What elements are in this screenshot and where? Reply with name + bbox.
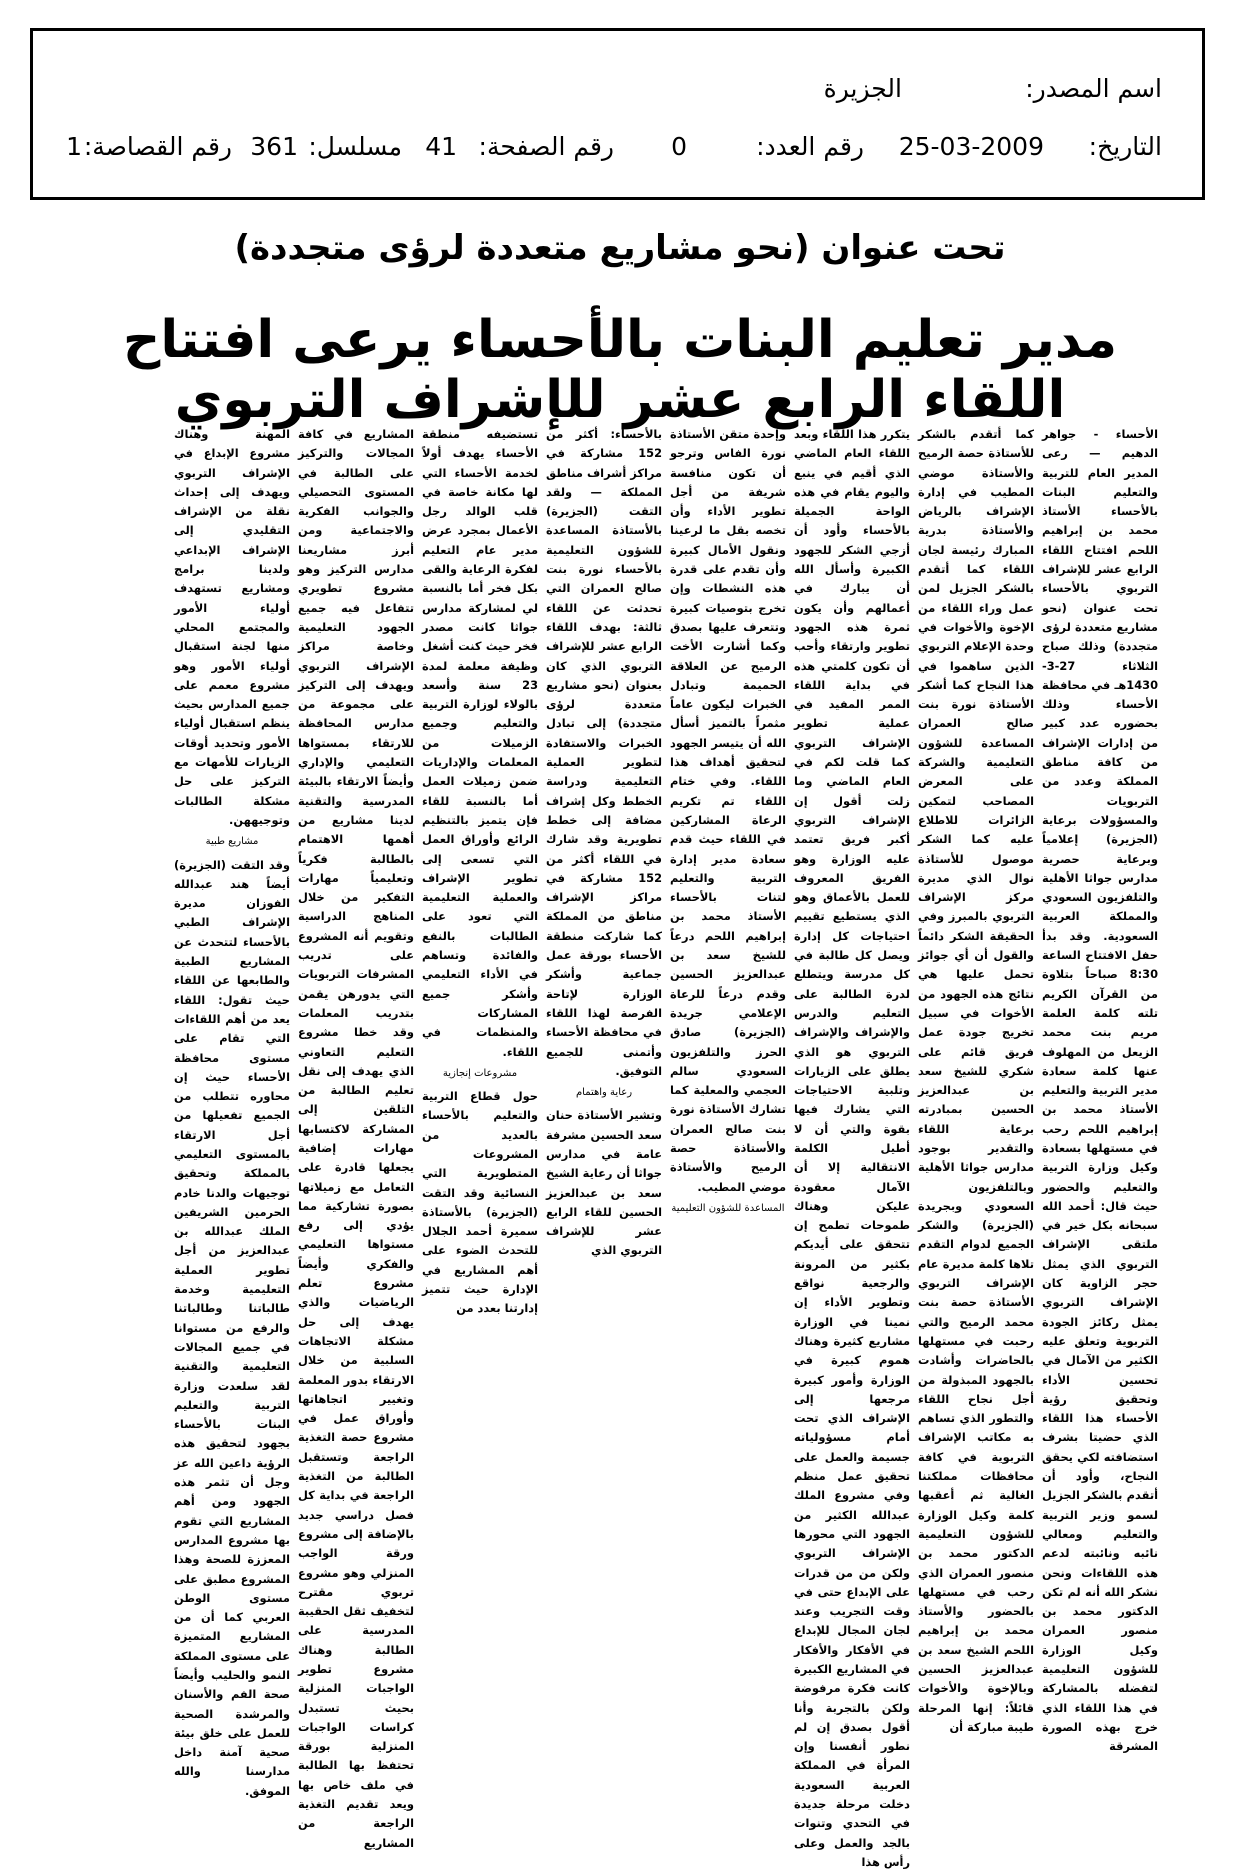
article-overline: تحت عنوان (نحو مشاريع متعددة لرؤى متجددة) xyxy=(234,228,1006,268)
page-value: 41 xyxy=(425,132,457,161)
issue-label: رقم العدد: xyxy=(756,132,864,161)
column-subheading: مشروعات إنجازية xyxy=(442,1067,518,1079)
clip-value: 1 xyxy=(66,132,82,161)
serial-label: مسلسل: xyxy=(308,132,402,161)
column-text: المشاريع في كافة المجالات والتركيز على الطالبة في المستوى التحصيلي والجوانب الفكرية والاجتماعية ومن أبرز مشاريعنا مدارس التركيز وهو مشروع تطويري تتفاعل فيه جميع الجهود التعليمية وخاصة مراكز الإشراف التربوي ويهدف إلى التركيز على مجموعة من مدارس المحافظة للارتقاء بمستواها التعليمي والإداري وأيضاً الارتقاء بالبيئة المدرسية والتقنية لدينا مشاريع من أهمها الاهتمام بالطالبة فكرياً وتعليمياً مهارات التفكير من خلال المناهج الدراسية وتقويم أنه المشروع على تدريب المشرفات التربويات التي يدورهن يقمن بتدريب المعلمات وقد خطا مشروع التعليم التعاوني الذي يهدف إلى نقل تعليم الطالبة من التلقين إلى المشاركة لاكتسابها مهارات إضافية يجعلها قادرة على التعامل مع زميلاتها بصورة تشاركية مما يؤدي إلى رفع مستواها التعليمي والفكري وأيضاً مشروع تعلم الرياضيات والذي يهدف إلى حل مشكلة الاتجاهات السلبية من خلال الارتقاء بدور المعلمة وتغيير اتجاهاتها وأوراق عمل في مشروع حصة التغذية الراجعة وتستقبل الطالبة من التغذية الراجعة في بداية كل فصل دراسي جديد بالإضافة إلى مشروع ورقة الواجب المنزلي وهو مشروع تربوي مقترح لتخفيف ثقل الحقيبة المدرسية على الطالبة وهناك مشروع تطوير الواجبات المنزلية بحيث تستبدل كراسات الواجبات المنزلية بورقة تحتفظ بها الطالبة في ملف خاص بها ويعد تقديم التغذية الراجعة من المشاريع xyxy=(298,427,414,1850)
column-text: كما أتقدم بالشكر للأستاذة حصة الرميح والأستاذة موضي المطيب في إدارة الإشراف بالرياض والأستاذة بدرية المبارك رئيسة لجان اللقاء كما أتقدم بالشكر الجزيل لمن عمل وراء اللقاء من الإخوة والأخوات في وحدة الإعلام التربوي الذين ساهموا في هذا النجاح كما أشكر الأستاذة نورة بنت صالح العمران المساعدة للشؤون التعليمية والشركة على المعرض المصاحب لتمكين الزائرات للاطلاع عليه كما الشكر موصول للأستاذة نوال الذي مديرة مركز الإشراف التربوي بالمبرز وفي الحقيقة الشكر دائماً والقول أن أي جوائز تحمل عليها هي نتائج هذه الجهود من الأخوات في سبيل تخريج جودة عمل فريق قائم على شكري للشيخ سعد بن عبدالعزيز الحسين بمبادرته برعاية اللقاء والتقدير بوجود مدارس جواثا الأهلية وبالتلفزيون السعودي وبجريدة (الجزيرة) والشكر الجميع لدوام التقدم تلاها كلمة مديرة عام الإشراف التربوي الأستاذة حصة بنت محمد الرميح والتي رحبت في مستهلها بالحاضرات وأشادت بالجهود المبذولة من أجل نجاح اللقاء والتطور الذي تساهم به مكاتب الإشراف التربوية في كافة محافظات مملكتنا الغالية ثم أعقبها كلمة وكيل الوزارة للشؤون التعليمية الدكتور محمد بن منصور العمران الذي رحب في مستهلها بالحضور والأستاذ محمد بن إبراهيم اللحم الشيخ سعد بن عبدالعزيز الحسين وبالإخوة والأخوات قائلاً: إنها المرحلة طيبة مباركة أن xyxy=(918,427,1034,1734)
article-headline: مدير تعليم البنات بالأحساء يرعى افتتاح اللقاء الرابع عشر للإشراف التربوي xyxy=(122,310,1118,430)
article-column-4 xyxy=(670,425,786,1214)
issue-value: 0 xyxy=(671,132,687,161)
column-subheading: مشاريع طبية xyxy=(205,836,259,848)
date-value: 25-03-2009 xyxy=(898,132,1044,161)
metadata-row-source xyxy=(73,69,1162,109)
article-body xyxy=(78,425,1158,1869)
column-text: حول قطاع التربية والتعليم بالأحساء بالعديد من المشروعات المتطويرية التي النسائية وقد التقت (الجزيرة) بالأستاذة سميرة أحمد الجلال للتحدث الضوء على أهم المشاريع في الإدارة حيث تتميز إدارتنا بعدد من xyxy=(422,1089,538,1316)
article-column-5 xyxy=(546,425,662,1258)
article-column-7 xyxy=(298,425,414,1850)
clip-label: رقم القصاصة: xyxy=(83,132,232,161)
article-column-1 xyxy=(1042,425,1158,1754)
article-column-8 xyxy=(174,425,290,1798)
column-text: الأحساء - جواهر الدهيم — رعى المدير العام للتربية والتعليم البنات بالأحساء الأستاذ محمد بن إبراهيم اللحم افتتاح اللقاء الرابع عشر للإشراف التربوي بالأحساء تحت عنوان (نحو مشاريع متعددة لرؤى متجددة) وذلك صباح الثلاثاء 27-3-1430هـ في محافظة الأحساء وذلك بحضوره عدد كبير من إدارات الإشراف من كافة مناطق المملكة وعدد من التربويات والمسؤولات برعاية (الجزيرة) إعلامياً وبرعاية حصرية مدارس جواثا الأهلية والتلفزيون السعودي والمملكة العربية السعودية. وقد بدأ حفل الافتتاح الساعة 8:30 صباحاً بتلاوة من القرآن الكريم تلته كلمة العلمة مريم بنت محمد الزيعل من المهلوف عنها كلمة سعادة مدير التربية والتعليم الأستاذ محمد بن إبراهيم اللحم رحب في مستهلها بسعادة وكيل وزارة التربية والتعليم والحضور حيث قال: أحمد الله سبحانه بكل خير في ملتقى الإشراف التربوي الذي يمثل حجر الزاوية كان الإشراف التربوي يمثل ركائز الجودة التربوية وتعلق عليه الكثير من الآمال في تحسين الأداء وتحقيق رؤية الأحساء هذا اللقاء الذي حضيتا بشرف استضافته لكي يحقق النجاح، وأود أن أتقدم بالشكر الجزيل لسمو وزير التربية والتعليم ومعالي نائبه ونائبته لدعم هذه اللقاءات ونحن نشكر الله أنه لم تكن الدكتور محمد بن منصور العمران وكيل الوزارة للشؤون التعليمية لتفضله بالمشاركة في هذا اللقاء الذي خرج بهذه الصورة المشرقة xyxy=(1042,427,1158,1754)
source-label: اسم المصدر: xyxy=(1025,74,1162,103)
column-text: وإحدة متقن الأستاذة نورة الفاس وترجو أن تكون منافسة شريفة من أجل تطوير الأداء وأن تخصه بقل ما لرعينا ونقول الأمال كبيرة وأن تقدم على قدرة هذه النشطات وإن تخرج بتوصيات كبيرة وتتعرف عليها بصدق وكما أشارت الأخت الرميح عن العلاقة الحميمة وتبادل الخبرات ليكون عاماً مثمراً بالتميز أسأل الله أن يتيسر الجهود لتحقيق أهداف هذا اللقاء. وفي ختام اللقاء تم تكريم الرعاة المشاركين في اللقاء حيث قدم سعادة مدير إدارة التربية والتعليم لتنات بالأحساء الأستاذ محمد بن إبراهيم اللحم درعاً للشيخ سعد بن عبدالعزيز الحسين وقدم درعاً للرعاة الإعلامي جريدة (الجزيرة) صادق الحرز والتلفزيون السعودي سالم العجمي والمعلية كما تشارك الأستاذة نورة بنت صالح العمران والأستاذة حصة الرميح والأستاذة موضي المطيب. xyxy=(670,427,786,1194)
page-label: رقم الصفحة: xyxy=(478,132,614,161)
column-signature: المساعدة للشؤون التعليمية xyxy=(671,1202,785,1214)
serial-value: 361 xyxy=(250,132,298,161)
clipping-metadata-box xyxy=(30,28,1205,200)
metadata-row-details xyxy=(66,127,1162,167)
column-subheading: رعاية واهتمام xyxy=(575,1087,633,1099)
column-text: وتشير الأستاذة حنان سعد الحسين مشرفة عامة في مدارس جواثا أن رعاية الشيخ سعد بن عبدالعزيز الحسين للقاء الرابع عشر للإشراف التربوي الذي xyxy=(546,1108,662,1258)
article-column-3 xyxy=(794,425,910,1869)
column-text: بالأحساء: أكثر من 152 مشاركة في مراكز أشراف مناطق المملكة — ولقد التقت (الجزيرة) بالأستاذة المساعدة للشؤون التعليمية بالأحساء نورة بنت صالح العمران التي تحدثت عن اللقاء ثالثة: بهدف اللقاء الرابع عشر للإشراف التربوي الذي كان بعنوان (نحو مشاريع متعددة لرؤى متجددة) إلى تبادل الخبرات والاستفادة لتطوير العملية التعليمية ودراسة الخطط وكل إشراف مضافة إلى خطط تطويرية وقد شارك في اللقاء أكثر من 152 مشاركة في مراكز الإشراف مناطق من المملكة كما شاركت منطقة الأحساء بورقة عمل جماعية وأشكر الوزارة لإتاحة الفرصة لهذا اللقاء في محافظة الأحساء وأتمنى للجميع التوفيق. xyxy=(546,427,662,1078)
column-text: المهنة وهناك مشروع الإبداع في الإشراف التربوي ويهدف إلى إحداث نقلة من الإشراف التقليدي إلى الإشراف الإبداعي ولدينا برامج ومشاريع تستهدف أولياء الأمور والمجتمع المحلي منها لجنة استقبال أولياء الأمور وهو مشروع معمم على جميع المدارس بحيث ينظم استقبال أولياء الأمور وتحديد أوقات الزيارات للأمهات مع التركيز على حل مشكلة الطالبات وتوجيههن. xyxy=(174,427,290,827)
source-value: الجزيرة xyxy=(823,74,902,103)
article-column-6 xyxy=(422,425,538,1316)
column-text: تستضيفه منطقة الأحساء يهدف أولاً لخدمة الأحساء التي لها مكانة خاصة في قلب الوالد رجل الأعمال بمجرد عرض مدير عام التعليم لفكرة الرعاية والقى بكل فخر أما بالنسبة لي لمشاركة مدارس جواثا كانت مصدر فخر حيث كنت أشغل وظيفة معلمة لمدة 23 سنة وأسعد بالولاء لوزارة التربية والتعليم وجميع الزميلات من المعلمات والإداريات ضمن زميلات العمل أما بالنسبة للقاء فإن يتميز بالتنظيم الرائع وأوراق العمل التي تسعى إلى تطوير الإشراف والعملية التعليمية التي تعود على الطالبات بالنفع والفائدة وتساهم في الأداء التعليمي وأشكر جميع المشاركات والمنظمات في اللقاء. xyxy=(422,427,538,1059)
article-column-2 xyxy=(918,425,1034,1734)
column-text: يتكرر هذا اللقاء وبعد اللقاء العام الماضي الذي أقيم في ينبع واليوم يقام في هذه الواحة الجميلة بالأحساء وأود أن أزجي الشكر للجهود الكبيرة وأسأل الله أن يبارك في أعمالهم وأن يكون ثمرة هذه الجهود تطوير وارتقاء وأحب أن تكون كلمتي هذه في بداية اللقاء الممر المفيد في عملية تطوير الإشراف التربوي كما قلت لكم في العام الماضي وما زلت أقول إن الإشراف التربوي أكبر فريق تعتمد عليه الوزارة وهو الفريق المعروف للعمل بالأعماق وهو الذي يستطيع تقييم احتياجات كل إدارة ويصل كل طالبة في كل مدرسة ويتطلع لدرة الطالبة على التعليم والدرس والإشراف والإشراف التربوي هو الذي يطلق على الزيارات وتلبية الاحتياجات التي يشارك فيها بقوة والتي أن لا أطيل الكلمة الانتقالية إلا أن الآمال معقودة عليكن وهناك طموحات تطمح إن تتحقق على أيديكم بكثير من المرونة والرجعية نواقع وتطوير الأداء إن نمينا في الوزارة مشاريع كثيرة وهناك هموم كبيرة في الوزارة وأمور كبيرة مرجعها إلى الإشراف الذي تحت أمام مسؤولياته جسيمة والعمل على تحقيق عمل منظم وفي مشروع الملك عبدالله الكثير من الجهود التي محورها الإشراف التربوي ولكن من من قدرات على الإبداع حتى في وقت التجريب وعند لجان المجال للإبداع في الأفكار والأفكار في المشاريع الكبيرة كانت فكرة مرفوضة ولكن بالتجربة وأنا أقول بصدق إن لم نطور أنفسنا وإن المرأة في المملكة العربية السعودية دخلت مرحلة جديدة في التحدي وتنوات بالجد والعمل وعلى رأس هذا xyxy=(794,427,910,1869)
date-label: التاريخ: xyxy=(1088,132,1162,161)
column-text: وقد التقت (الجزيرة) أيضاً هند عبدالله الفوزان مديرة الإشراف الطبي بالأحساء لتتحدث عن المشاريع الطبية والطابعها عن اللقاء حيث تقول: اللقاء يعد من أهم اللقاءات التي تقام على مستوى محافظة الأحساء حيث إن محاوره تتطلب من الجميع تفعيلها من أجل الارتقاء بالمستوى التعليمي بالمملكة وتحقيق توجيهات والدنا خادم الحرمين الشريفين الملك عبدالله بن عبدالعزيز من أجل تطوير العملية التعليمية وخدمة طالباتنا وطالباتنا والرفع من مستوانا في جميع المجالات التعليمية والتقنية لقد سلعدت وزارة التربية والتعليم البنات بالأحساء بجهود لتحقيق هذه الرؤية داعين الله عز وجل أن تثمر هذه الجهود ومن أهم المشاريع التي تقوم بها مشروع المدارس المعززة للصحة وهذا المشروع مطبق على مستوى الوطن العربي كما أن من المشاريع المتميزة على مستوى المملكة النمو والحليب وأيضاً صحة الفم والأسنان والمرشدة الصحية للعمل على خلق بيئة صحية آمنة داخل مدارسنا والله الموفق. xyxy=(174,857,290,1798)
